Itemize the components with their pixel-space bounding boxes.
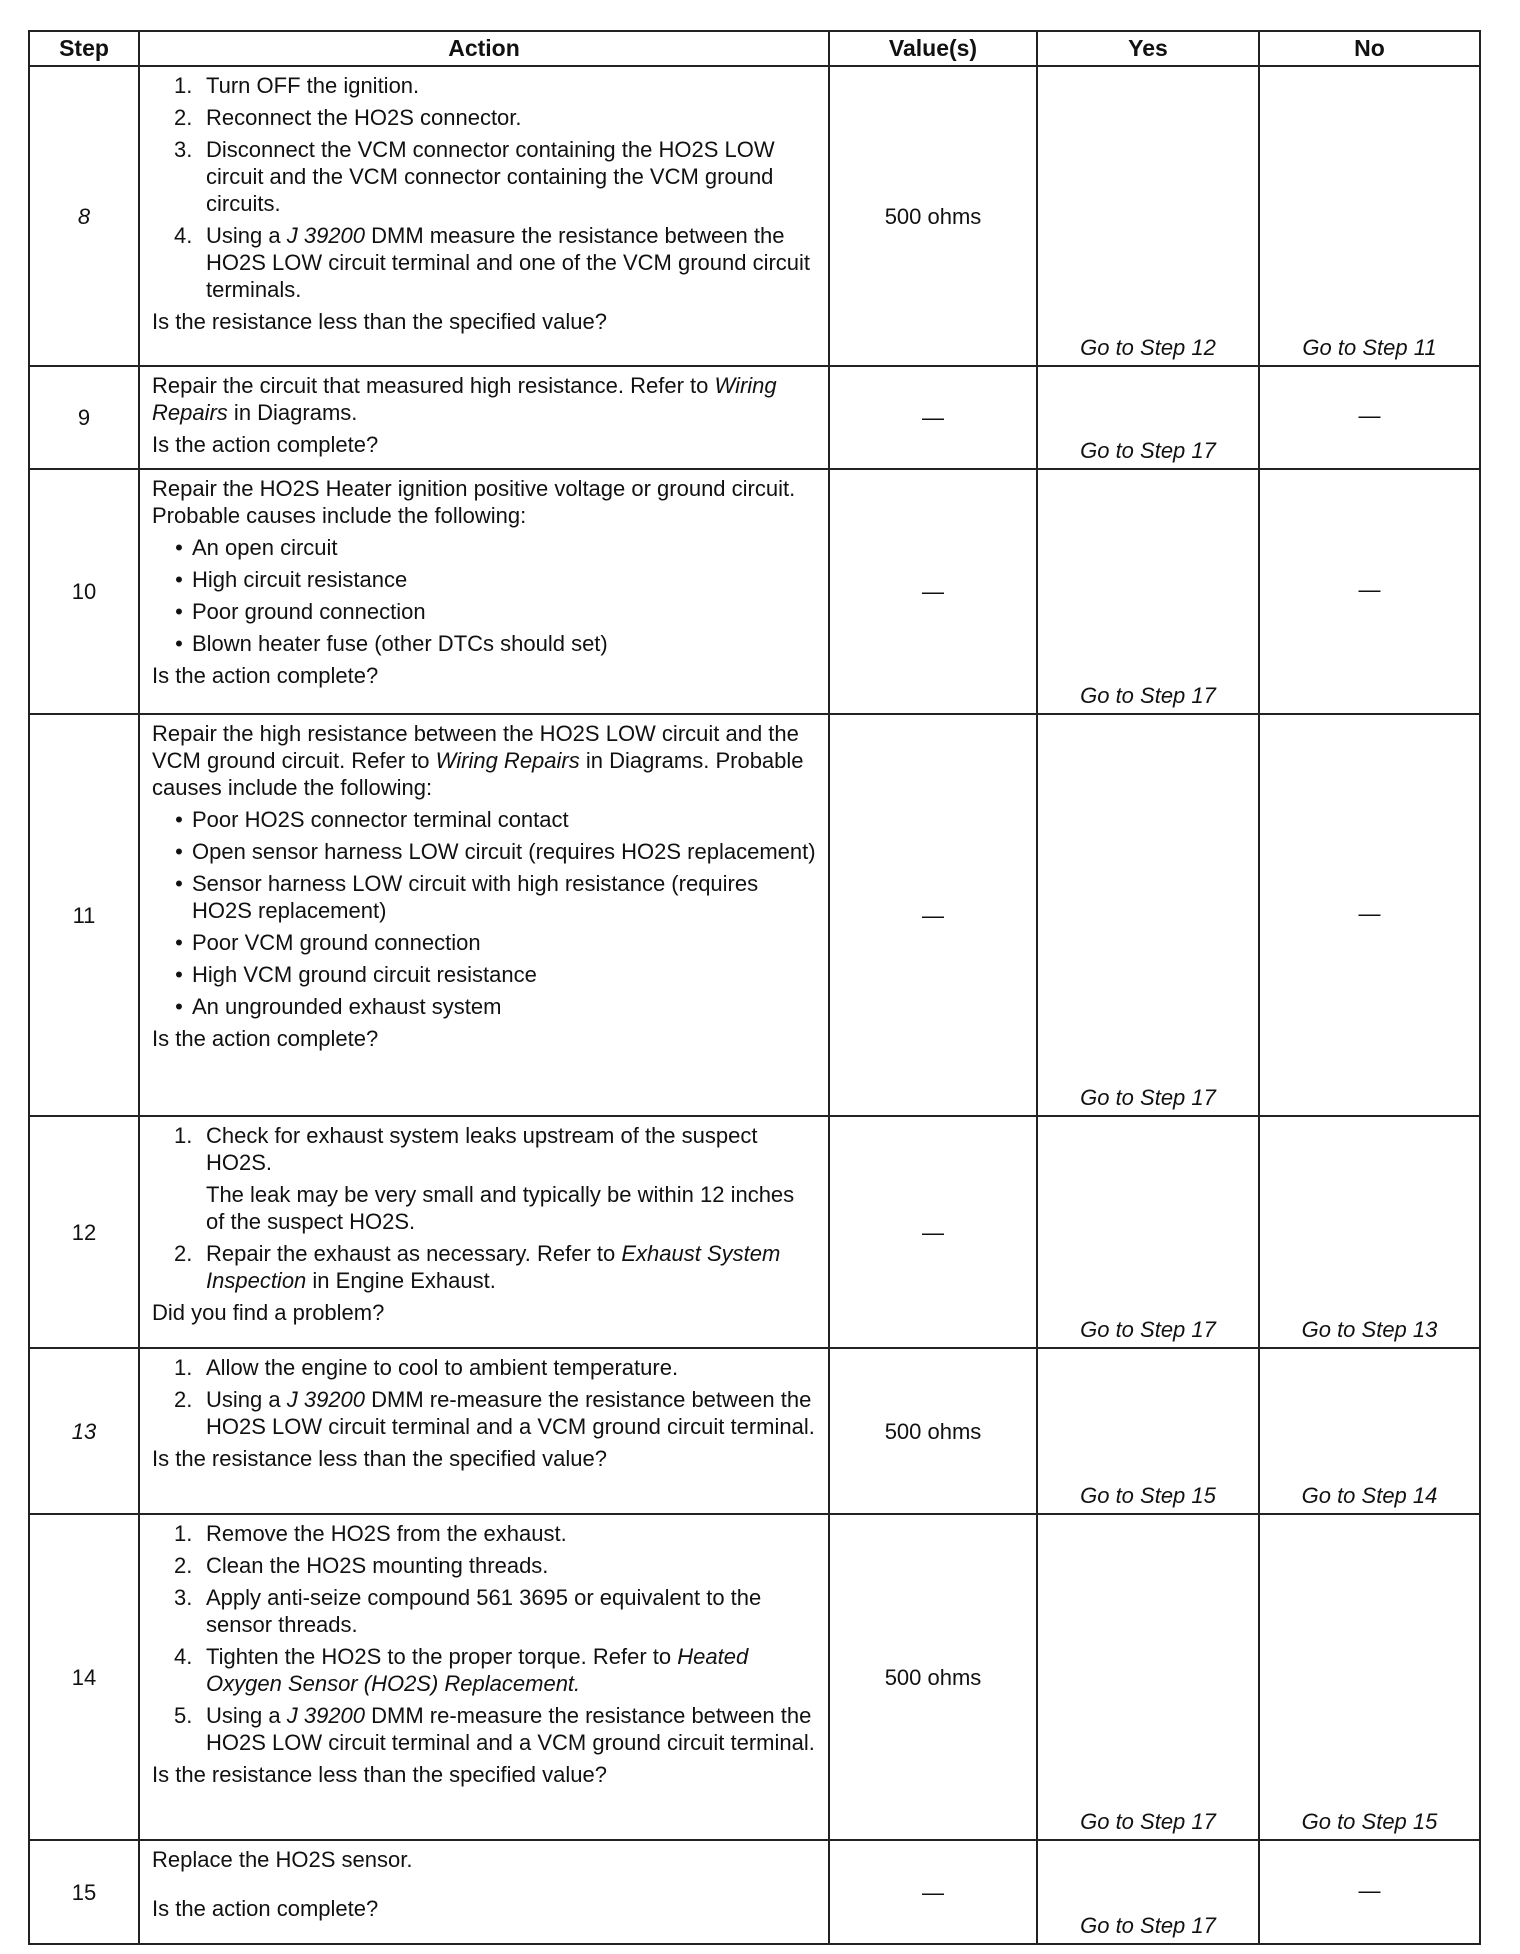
action-step — [152, 1552, 818, 1579]
action-cell — [139, 366, 829, 469]
action-cell — [139, 469, 829, 714]
value-cell: 500 ohms — [829, 66, 1037, 366]
action-question: Is the action complete? — [152, 432, 379, 457]
yes-cell: Go to Step 17 — [1037, 714, 1259, 1116]
action-text: Allow the engine to cool to ambient temperature. — [206, 1355, 679, 1380]
action-step-text — [206, 1643, 818, 1697]
action-step-number: 4. — [174, 223, 193, 248]
step-number: 15 — [29, 1840, 139, 1944]
step-number: 13 — [29, 1348, 139, 1514]
action-step-number: 1. — [174, 1521, 193, 1546]
step-number: 9 — [29, 366, 139, 469]
action-step — [152, 222, 818, 303]
action-text: Remove the HO2S from the exhaust. — [206, 1521, 567, 1546]
action-text: Repair the HO2S Heater ignition positive voltage or ground circuit. Probable causes include the following: — [152, 476, 796, 528]
bullet-item — [152, 598, 818, 625]
no-cell: — — [1259, 366, 1480, 469]
bullet-text: High circuit resistance — [192, 567, 408, 592]
action-step-text — [206, 1552, 818, 1579]
value-cell: 500 ohms — [829, 1514, 1037, 1840]
action-step-number: 2. — [174, 1241, 193, 1266]
action-text: Repair the exhaust as necessary. Refer to — [206, 1241, 622, 1266]
table-row — [29, 469, 1480, 714]
yes-cell: Go to Step 17 — [1037, 1116, 1259, 1348]
action-step — [152, 1520, 818, 1547]
bullet-item — [152, 566, 818, 593]
header-action: Action — [139, 31, 829, 66]
action-question: Is the action complete? — [152, 1026, 379, 1051]
action-text: Apply anti-seize compound 561 3695 or equivalent to the sensor threads. — [206, 1585, 762, 1637]
action-cell — [139, 1514, 829, 1840]
bullet-icon: • — [175, 930, 183, 955]
action-step — [152, 104, 818, 131]
action-step-number: 2. — [174, 1387, 193, 1412]
action-cell — [139, 1840, 829, 1944]
header-row — [29, 31, 1480, 66]
bullet-item — [152, 961, 818, 988]
bullet-text: An ungrounded exhaust system — [192, 994, 502, 1019]
table-row — [29, 1116, 1480, 1348]
action-intro — [152, 720, 818, 801]
action-step-text — [206, 1240, 818, 1294]
action-reference: Heated Oxygen Sensor (HO2S) Replacement. — [206, 1644, 749, 1696]
action-reference: Exhaust System Inspection — [206, 1241, 781, 1293]
action-reference: J 39200 — [286, 223, 366, 248]
bullet-item — [152, 929, 818, 956]
action-intro — [152, 372, 818, 426]
action-text: Using a — [206, 1387, 287, 1412]
action-text: in Engine Exhaust. — [306, 1268, 496, 1293]
action-step — [152, 1386, 818, 1440]
action-text: in Diagrams. Probable causes include the following: — [152, 748, 804, 800]
value-cell: — — [829, 469, 1037, 714]
action-step — [152, 1643, 818, 1697]
value-cell: — — [829, 1840, 1037, 1944]
table-row — [29, 1348, 1480, 1514]
yes-cell: Go to Step 15 — [1037, 1348, 1259, 1514]
bullet-item — [152, 993, 818, 1020]
bullet-icon: • — [175, 535, 183, 560]
action-text: Clean the HO2S mounting threads. — [206, 1553, 549, 1578]
no-cell: Go to Step 14 — [1259, 1348, 1480, 1514]
action-step-text — [206, 1520, 818, 1547]
table-row — [29, 714, 1480, 1116]
yes-cell: Go to Step 17 — [1037, 1514, 1259, 1840]
step-number: 11 — [29, 714, 139, 1116]
action-text: DMM re-measure the resistance between the HO2S LOW circuit terminal and a VCM ground circuit terminal. — [206, 1387, 815, 1439]
bullet-icon: • — [175, 807, 183, 832]
bullet-text: Blown heater fuse (other DTCs should set) — [192, 631, 608, 656]
value-cell: — — [829, 1116, 1037, 1348]
action-intro — [152, 1846, 818, 1873]
action-step-text — [206, 72, 818, 99]
no-cell: Go to Step 11 — [1259, 66, 1480, 366]
action-step — [152, 1240, 818, 1294]
bullet-text: Poor VCM ground connection — [192, 930, 481, 955]
action-reference: Wiring Repairs — [435, 748, 580, 773]
no-cell: — — [1259, 1840, 1480, 1944]
action-step-number: 1. — [174, 73, 193, 98]
header-no: No — [1259, 31, 1480, 66]
action-step-text — [206, 136, 818, 217]
bullet-icon: • — [175, 871, 183, 896]
action-step-number: 2. — [174, 1553, 193, 1578]
action-step — [152, 136, 818, 217]
bullet-text: Sensor harness LOW circuit with high resistance (requires HO2S replacement) — [192, 871, 759, 923]
action-text: Disconnect the VCM connector containing the HO2S LOW circuit and the VCM connector containing the VCM ground circuits. — [206, 137, 775, 216]
bullet-text: Poor ground connection — [192, 599, 426, 624]
bullet-item — [152, 534, 818, 561]
bullet-text: Poor HO2S connector terminal contact — [192, 807, 569, 832]
action-step-number: 2. — [174, 105, 193, 130]
no-cell: — — [1259, 714, 1480, 1116]
action-step-text — [206, 1122, 818, 1176]
bullet-text: An open circuit — [192, 535, 338, 560]
action-text: DMM measure the resistance between the HO2S LOW circuit terminal and one of the VCM ground circuit terminals. — [206, 223, 811, 302]
action-text: Using a — [206, 1703, 287, 1728]
bullet-item — [152, 838, 818, 865]
diagnostic-table — [28, 30, 1481, 1945]
action-step-number: 1. — [174, 1355, 193, 1380]
bullet-icon: • — [175, 962, 183, 987]
step-number: 8 — [29, 66, 139, 366]
action-text: Check for exhaust system leaks upstream of the suspect HO2S. — [206, 1123, 758, 1175]
action-step-text — [206, 1702, 818, 1756]
action-cell — [139, 1116, 829, 1348]
step-number: 14 — [29, 1514, 139, 1840]
bullet-text: High VCM ground circuit resistance — [192, 962, 537, 987]
value-cell: 500 ohms — [829, 1348, 1037, 1514]
action-step-text — [206, 104, 818, 131]
action-question: Is the resistance less than the specified value? — [152, 309, 607, 334]
action-question: Did you find a problem? — [152, 1300, 385, 1325]
header-step: Step — [29, 31, 139, 66]
action-step — [152, 1702, 818, 1756]
table-row — [29, 366, 1480, 469]
action-text: in Diagrams. — [227, 400, 358, 425]
action-step — [152, 72, 818, 99]
yes-cell: Go to Step 17 — [1037, 469, 1259, 714]
bullet-icon: • — [175, 599, 183, 624]
no-cell: — — [1259, 469, 1480, 714]
action-intro — [152, 475, 818, 529]
action-step — [152, 1122, 818, 1176]
bullet-item — [152, 806, 818, 833]
table-row — [29, 66, 1480, 366]
action-question: Is the action complete? — [152, 663, 379, 688]
table-row — [29, 1514, 1480, 1840]
value-cell: — — [829, 366, 1037, 469]
action-text: Turn OFF the ignition. — [206, 73, 420, 98]
action-text: Reconnect the HO2S connector. — [206, 105, 522, 130]
action-step-text — [206, 222, 818, 303]
bullet-icon: • — [175, 567, 183, 592]
action-text: Tighten the HO2S to the proper torque. Refer to — [206, 1644, 678, 1669]
bullet-text: Open sensor harness LOW circuit (requires HO2S replacement) — [192, 839, 816, 864]
bullet-item — [152, 870, 818, 924]
action-step-number: 5. — [174, 1703, 193, 1728]
action-reference: J 39200 — [286, 1703, 366, 1728]
action-step-number: 4. — [174, 1644, 193, 1669]
action-text: DMM re-measure the resistance between the HO2S LOW circuit terminal and a VCM ground circuit terminal. — [206, 1703, 815, 1755]
action-reference: Wiring Repairs — [152, 373, 777, 425]
action-question: Is the resistance less than the specified value? — [152, 1446, 607, 1471]
action-step — [152, 1584, 818, 1638]
bullet-icon: • — [175, 631, 183, 656]
action-text: Using a — [206, 223, 287, 248]
step-number: 10 — [29, 469, 139, 714]
action-note: The leak may be very small and typically be within 12 inches of the suspect HO2S. — [206, 1182, 795, 1234]
action-question: Is the action complete? — [152, 1896, 379, 1921]
value-cell: — — [829, 714, 1037, 1116]
no-cell: Go to Step 13 — [1259, 1116, 1480, 1348]
bullet-icon: • — [175, 994, 183, 1019]
action-step-number: 1. — [174, 1123, 193, 1148]
action-text: Repair the circuit that measured high resistance. Refer to — [152, 373, 715, 398]
action-step-text — [206, 1354, 818, 1381]
step-number: 12 — [29, 1116, 139, 1348]
table-row — [29, 1840, 1480, 1944]
action-reference: J 39200 — [286, 1387, 366, 1412]
yes-cell: Go to Step 17 — [1037, 1840, 1259, 1944]
action-step-text — [206, 1584, 818, 1638]
action-step-number: 3. — [174, 137, 193, 162]
action-text: Replace the HO2S sensor. — [152, 1847, 413, 1872]
header-values: Value(s) — [829, 31, 1037, 66]
action-text: Repair the high resistance between the HO2S LOW circuit and the VCM ground circuit. Refer to — [152, 721, 799, 773]
bullet-item — [152, 630, 818, 657]
action-cell — [139, 66, 829, 366]
action-question: Is the resistance less than the specified value? — [152, 1762, 607, 1787]
yes-cell: Go to Step 12 — [1037, 66, 1259, 366]
action-cell — [139, 714, 829, 1116]
action-step — [152, 1354, 818, 1381]
action-cell — [139, 1348, 829, 1514]
action-step-text — [206, 1386, 818, 1440]
action-step-number: 3. — [174, 1585, 193, 1610]
header-yes: Yes — [1037, 31, 1259, 66]
bullet-icon: • — [175, 839, 183, 864]
yes-cell: Go to Step 17 — [1037, 366, 1259, 469]
no-cell: Go to Step 15 — [1259, 1514, 1480, 1840]
